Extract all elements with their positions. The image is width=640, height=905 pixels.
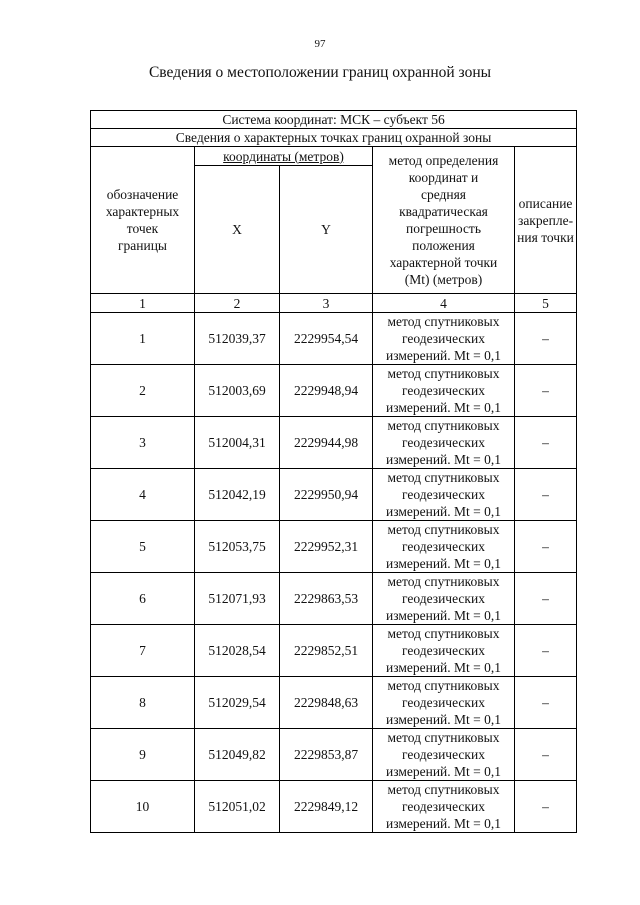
point-cell: 5: [91, 521, 195, 573]
method-cell: метод спутниковых геодезических измерений. Mt = 0,1: [373, 573, 515, 625]
y-cell: 2229944,98: [280, 417, 373, 469]
table-row: [91, 729, 577, 781]
method-cell: метод спутниковых геодезических измерений. Mt = 0,1: [373, 313, 515, 365]
point-cell: 4: [91, 469, 195, 521]
page-title: Сведения о местоположении границ охранной зоны: [148, 64, 492, 81]
col-number: 2: [195, 294, 280, 313]
point-cell: 7: [91, 625, 195, 677]
y-cell: 2229853,87: [280, 729, 373, 781]
table-row: [91, 313, 577, 365]
col-number: 3: [280, 294, 373, 313]
y-cell: 2229952,31: [280, 521, 373, 573]
y-cell: 2229849,12: [280, 781, 373, 833]
description-cell: –: [515, 521, 577, 573]
col-header-description: описание закрепле- ния точки: [515, 147, 577, 294]
method-cell: метод спутниковых геодезических измерений. Mt = 0,1: [373, 521, 515, 573]
col-number: 1: [91, 294, 195, 313]
x-cell: 512051,02: [195, 781, 280, 833]
table-row: [91, 417, 577, 469]
points-header: Сведения о характерных точках границ охранной зоны: [91, 129, 577, 147]
y-cell: 2229948,94: [280, 365, 373, 417]
col-header-designation: обозначение характерных точек границы: [91, 147, 195, 294]
system-header: Система координат: МСК – субъект 56: [91, 111, 577, 129]
column-number-row: [91, 294, 577, 313]
description-cell: –: [515, 417, 577, 469]
method-cell: метод спутниковых геодезических измерений. Mt = 0,1: [373, 365, 515, 417]
point-cell: 10: [91, 781, 195, 833]
point-cell: 1: [91, 313, 195, 365]
x-cell: 512042,19: [195, 469, 280, 521]
table-row: [91, 521, 577, 573]
method-cell: метод спутниковых геодезических измерений. Mt = 0,1: [373, 729, 515, 781]
column-header-row: [91, 147, 577, 166]
col-header-coords: координаты (метров): [195, 147, 373, 166]
point-cell: 8: [91, 677, 195, 729]
system-header-row: [91, 111, 577, 129]
method-cell: метод спутниковых геодезических измерений. Mt = 0,1: [373, 469, 515, 521]
y-cell: 2229863,53: [280, 573, 373, 625]
table-row: [91, 365, 577, 417]
x-cell: 512053,75: [195, 521, 280, 573]
description-cell: –: [515, 469, 577, 521]
y-cell: 2229954,54: [280, 313, 373, 365]
point-cell: 2: [91, 365, 195, 417]
description-cell: –: [515, 573, 577, 625]
col-number: 5: [515, 294, 577, 313]
table-row: [91, 469, 577, 521]
point-cell: 9: [91, 729, 195, 781]
coordinates-table: [90, 110, 577, 833]
points-header-row: [91, 129, 577, 147]
col-header-x: X: [195, 166, 280, 294]
point-cell: 6: [91, 573, 195, 625]
x-cell: 512004,31: [195, 417, 280, 469]
table-row: [91, 573, 577, 625]
table-row: [91, 677, 577, 729]
point-cell: 3: [91, 417, 195, 469]
x-cell: 512003,69: [195, 365, 280, 417]
y-cell: 2229950,94: [280, 469, 373, 521]
x-cell: 512028,54: [195, 625, 280, 677]
description-cell: –: [515, 781, 577, 833]
col-header-method: метод определения координат и средняя квадратическая погрешность положения характерной точки (Mt) (метров): [373, 147, 515, 294]
col-header-y: Y: [280, 166, 373, 294]
x-cell: 512071,93: [195, 573, 280, 625]
y-cell: 2229848,63: [280, 677, 373, 729]
x-cell: 512039,37: [195, 313, 280, 365]
x-cell: 512029,54: [195, 677, 280, 729]
description-cell: –: [515, 365, 577, 417]
table-row: [91, 781, 577, 833]
method-cell: метод спутниковых геодезических измерений. Mt = 0,1: [373, 677, 515, 729]
col-number: 4: [373, 294, 515, 313]
description-cell: –: [515, 729, 577, 781]
page-number: 97: [314, 38, 326, 50]
method-cell: метод спутниковых геодезических измерений. Mt = 0,1: [373, 625, 515, 677]
method-cell: метод спутниковых геодезических измерений. Mt = 0,1: [373, 781, 515, 833]
method-cell: метод спутниковых геодезических измерений. Mt = 0,1: [373, 417, 515, 469]
x-cell: 512049,82: [195, 729, 280, 781]
table-row: [91, 625, 577, 677]
description-cell: –: [515, 625, 577, 677]
description-cell: –: [515, 313, 577, 365]
description-cell: –: [515, 677, 577, 729]
y-cell: 2229852,51: [280, 625, 373, 677]
